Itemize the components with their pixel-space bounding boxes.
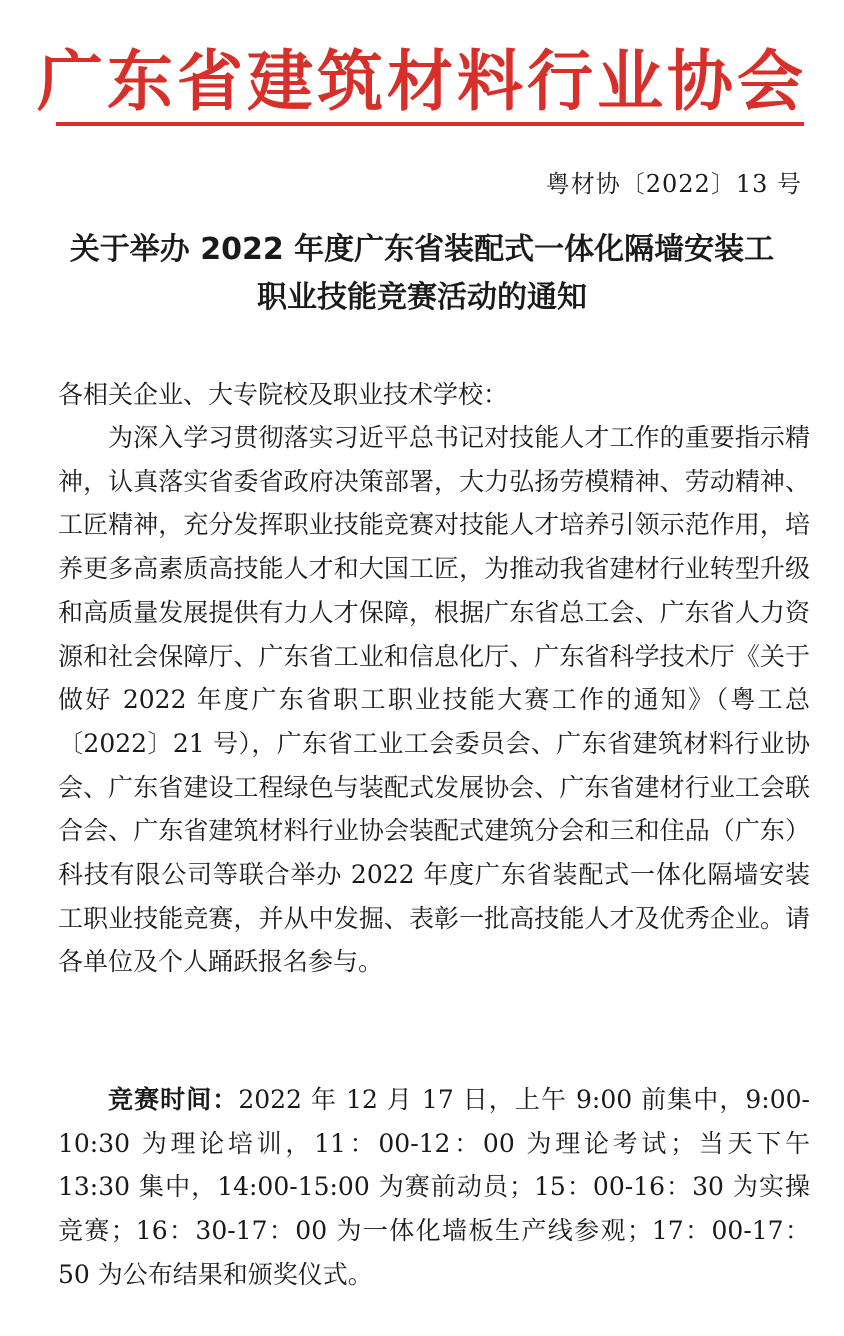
- organization-letterhead: 广东省建筑材料行业协会: [37, 43, 807, 120]
- competition-time-label: 竞赛时间：: [108, 1085, 239, 1114]
- salutation: 各相关企业、大专院校及职业技术学校：: [58, 380, 509, 409]
- document-title-line-1: 关于举办 2022 年度广东省装配式一体化隔墙安装工: [69, 232, 775, 267]
- body-paragraph-1: 为深入学习贯彻落实习近平总书记对技能人才工作的重要指示精神，认真落实省委省政府决策部署，大力弘扬劳模精神、劳动精神、工匠精神，充分发挥职业技能竞赛对技能人才培养引领示范作用，培养更多高素质高技能人才和大国工匠，为推动我省建材行业转型升级和高质量发展提供有力人才保障，根据广东省总工会、广东省人力资源和社会保障厅、广东省工业和信息化厅、广东省科学技术厅《关于做好 2022 年度广东省职工职业技能大赛工作的通知》（粤工总〔2022〕21 号），广东省工业工会委员会、广东省建筑材料行业协会、广东省建设工程绿色与装配式发展协会、广东省建材行业工会联合会、广东省建筑材料行业协会装配式建筑分会和三和住品（广东）科技有限公司等联合举办 2022 年度广东省装配式一体化隔墙安装工职业技能竞赛，并从中发掘、表彰一批高技能人才及优秀企业。请各单位及个人踊跃报名参与。: [58, 423, 810, 977]
- document-title-line-2: 职业技能竞赛活动的通知: [257, 280, 587, 315]
- document-number: 粤材协〔2022〕13 号: [545, 170, 802, 198]
- body-paragraph-2: [58, 1078, 810, 1297]
- letterhead-divider: [56, 122, 804, 126]
- document-title: [40, 226, 804, 322]
- competition-time-text: 2022 年 12 月 17 日，上午 9:00 前集中，9:00-10:30 为理论培训，11：00-12：00 为理论考试；当天下午 13:30 集中，14:00-15:00 为赛前动员；15：00-16：30 为实操竞赛；16：30-17：00 为一体化墙板生产线参观；17：00-17：50 为公布结果和颁奖仪式。: [58, 1085, 810, 1289]
